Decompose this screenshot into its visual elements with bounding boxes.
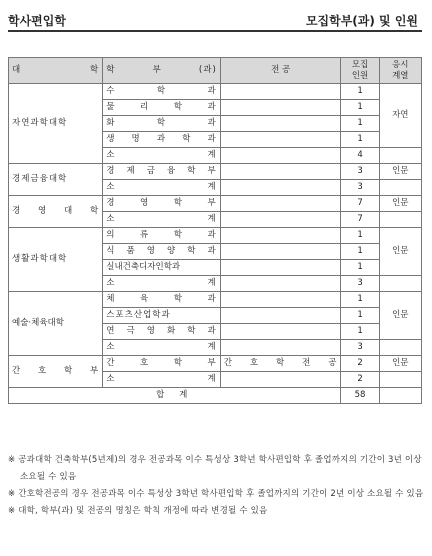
header-track: 응시 계열 [379,58,421,84]
subtotal-label: 소 계 [103,212,221,228]
table-header-row [9,58,422,84]
quota-cell: 1 [341,244,379,260]
dept-cell: 경 제 금 융 학 부 [103,164,221,180]
admission-quota-table [8,57,422,404]
header-college: 대 학 [9,58,103,84]
college-cell: 자연과학대학 [9,84,103,164]
quota-cell: 2 [341,356,379,372]
section-title: 학사편입학 [8,14,66,28]
dept-cell: 물 리 학 과 [103,100,221,116]
dept-cell: 경 영 학 부 [103,196,221,212]
track-cell [379,212,421,228]
major-cell [220,244,341,260]
quota-cell: 1 [341,132,379,148]
college-cell: 간 호 학 부 [9,356,103,388]
table-row [9,164,422,180]
major-cell [220,132,341,148]
dept-cell: 의 류 학 과 [103,228,221,244]
track-cell: 인문 [379,228,421,276]
major-cell [220,148,341,164]
track-cell: 인문 [379,164,421,180]
table-row [9,196,422,212]
header-major: 전 공 [220,58,341,84]
subtotal-value: 3 [341,340,379,356]
footnote: ※ 공과대학 건축학부(5년제)의 경우 전공과목 이수 특성상 3학년 학사편입학 후 졸업까지의 기간이 3년 이상 소요될 수 있음 [8,455,422,482]
subtotal-value: 4 [341,148,379,164]
table-row [9,228,422,244]
subtotal-value: 7 [341,212,379,228]
major-cell [220,340,341,356]
dept-cell: 실내건축디자인학과 [103,260,221,276]
table-row [9,356,422,372]
track-cell [379,180,421,196]
dept-cell: 간 호 학 부 [103,356,221,372]
subtotal-label: 소 계 [103,372,221,388]
major-cell [220,116,341,132]
major-cell [220,164,341,180]
subtotal-value: 2 [341,372,379,388]
track-cell: 인문 [379,196,421,212]
subtotal-label: 소 계 [103,276,221,292]
dept-cell: 체 육 학 과 [103,292,221,308]
subtotal-value: 3 [341,276,379,292]
major-cell [220,260,341,276]
footnote: ※ 간호학전공의 경우 전공과목 이수 특성상 3학년 학사편입학 후 졸업까지의 기간이 2년 이상 소요될 수 있음 [8,489,424,499]
dept-cell: 식 품 영 양 학 과 [103,244,221,260]
quota-cell: 1 [341,260,379,276]
major-cell [220,100,341,116]
dept-cell: 스포츠산업학과 [103,308,221,324]
college-cell: 예술·체육대학 [9,292,103,356]
track-cell [379,276,421,292]
track-cell: 인문 [379,292,421,340]
major-cell [220,308,341,324]
quota-cell: 1 [341,116,379,132]
quota-cell: 7 [341,196,379,212]
total-track-cell [379,388,421,404]
track-cell: 자연 [379,84,421,148]
quota-cell: 1 [341,84,379,100]
table-title: 모집학부(과) 및 인원 [305,14,418,28]
total-value: 58 [341,388,379,404]
subtotal-label: 소 계 [103,180,221,196]
quota-cell: 1 [341,308,379,324]
subtotal-label: 소 계 [103,148,221,164]
quota-cell: 3 [341,164,379,180]
track-cell [379,340,421,356]
header-quota: 모집 인원 [341,58,379,84]
major-cell [220,180,341,196]
major-cell [220,228,341,244]
major-cell [220,84,341,100]
track-cell [379,372,421,388]
document-header [8,12,422,34]
header-dept: 학 부 (과) [103,58,221,84]
footnote: ※ 대학, 학부(과) 및 전공의 명칭은 학칙 개정에 따라 변경될 수 있음 [8,506,268,516]
quota-cell: 1 [341,292,379,308]
major-cell [220,292,341,308]
track-cell: 인문 [379,356,421,372]
total-row [9,388,422,404]
major-cell [220,196,341,212]
table-row [9,292,422,308]
major-cell [220,212,341,228]
major-cell [220,372,341,388]
major-cell [220,324,341,340]
subtotal-label: 소 계 [103,340,221,356]
college-cell: 경제금융대학 [9,164,103,196]
college-cell: 경 영 대 학 [9,196,103,228]
major-cell: 간 호 학 전 공 [220,356,341,372]
header-rule [8,30,422,32]
college-cell: 생활과학대학 [9,228,103,292]
table-row [9,84,422,100]
dept-cell: 연 극 영 화 학 과 [103,324,221,340]
total-label: 합 계 [9,388,341,404]
major-cell [220,276,341,292]
footnotes [8,452,424,520]
quota-cell: 1 [341,100,379,116]
dept-cell: 생 명 과 학 과 [103,132,221,148]
quota-cell: 1 [341,324,379,340]
quota-cell: 1 [341,228,379,244]
dept-cell: 화 학 과 [103,116,221,132]
subtotal-value: 3 [341,180,379,196]
track-cell [379,148,421,164]
dept-cell: 수 학 과 [103,84,221,100]
